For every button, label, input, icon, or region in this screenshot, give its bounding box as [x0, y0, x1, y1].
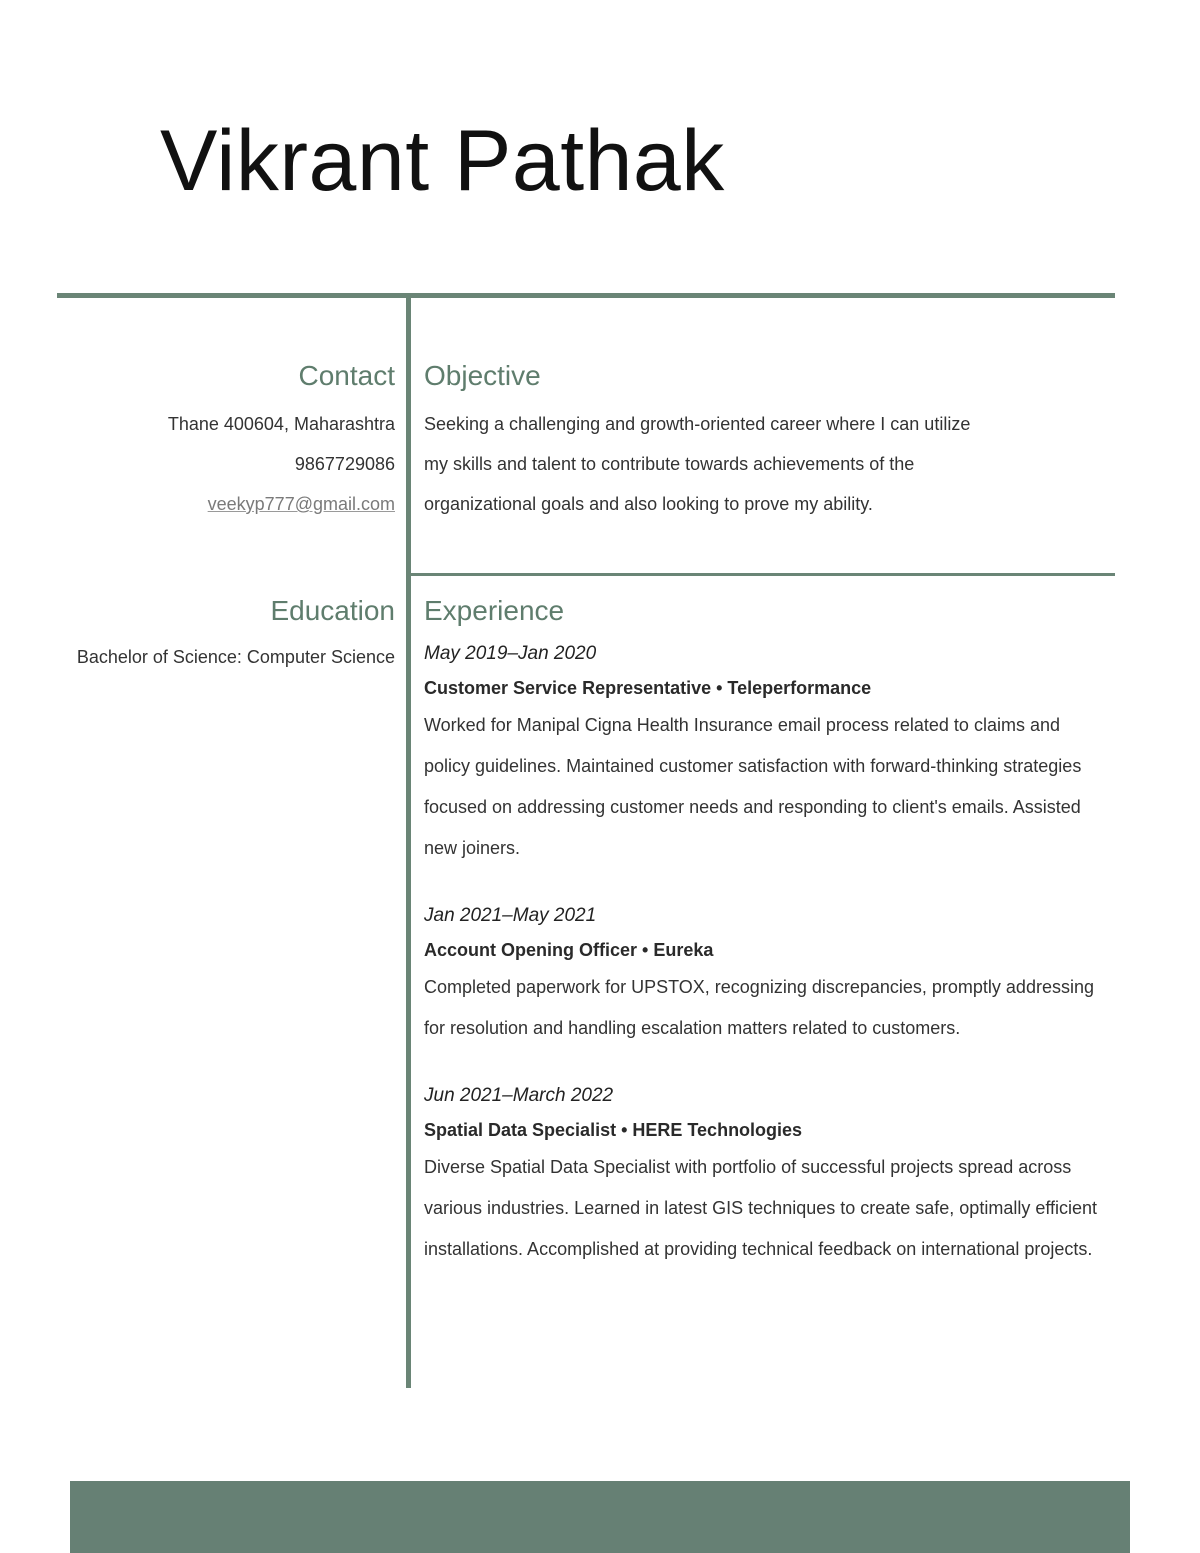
objective-text: Seeking a challenging and growth-oriented career where I can utilize my skills and talent to contribute towards achievements of the organizational goals and also looking to prove my ability.	[424, 414, 971, 514]
contact-address: Thane 400604, Maharashtra	[167, 414, 395, 434]
job-description: Worked for Manipal Cigna Health Insurance email process related to claims and policy guidelines. Maintained customer satisfaction with forward-thinking strategies focused on addressing customer needs and responding to client's emails. Assisted new joiners.	[424, 715, 1082, 858]
job-dates: Jun 2021–March 2022	[424, 1085, 614, 1106]
education-degree: Bachelor of Science: Computer Science	[76, 647, 395, 667]
education-section	[75, 595, 395, 677]
job-description: Completed paperwork for UPSTOX, recognizing discrepancies, promptly addressing for resolution and handling escalation matters related to customers.	[424, 977, 1094, 1038]
objective-heading: Objective	[424, 360, 541, 391]
contact-section	[75, 360, 395, 524]
objective-section	[424, 360, 1114, 524]
job-title: Spatial Data Specialist • HERE Technologies	[424, 1120, 803, 1140]
section-divider	[409, 573, 1115, 576]
job-title: Customer Service Representative • Teleperformance	[424, 678, 872, 698]
footer-band	[70, 1481, 1130, 1553]
education-heading: Education	[270, 595, 395, 626]
job-entry	[424, 637, 1114, 869]
resume-name: Vikrant Pathak	[160, 113, 725, 209]
top-divider	[57, 293, 1115, 298]
job-dates: Jan 2021–May 2021	[424, 905, 597, 926]
contact-heading: Contact	[298, 360, 395, 391]
column-divider	[406, 296, 411, 1388]
job-title: Account Opening Officer • Eureka	[424, 940, 714, 960]
contact-email-link[interactable]: veekyp777@gmail.com	[207, 494, 395, 514]
experience-heading: Experience	[424, 595, 565, 626]
job-entry	[424, 1079, 1114, 1270]
experience-section	[424, 595, 1114, 1300]
job-dates: May 2019–Jan 2020	[424, 643, 597, 664]
job-description: Diverse Spatial Data Specialist with portfolio of successful projects spread across various industries. Learned in latest GIS techniques to create safe, optimally efficient installations. Accomplished at providing technical feedback on international projects.	[424, 1157, 1098, 1259]
job-entry	[424, 899, 1114, 1049]
contact-phone: 9867729086	[294, 454, 395, 474]
